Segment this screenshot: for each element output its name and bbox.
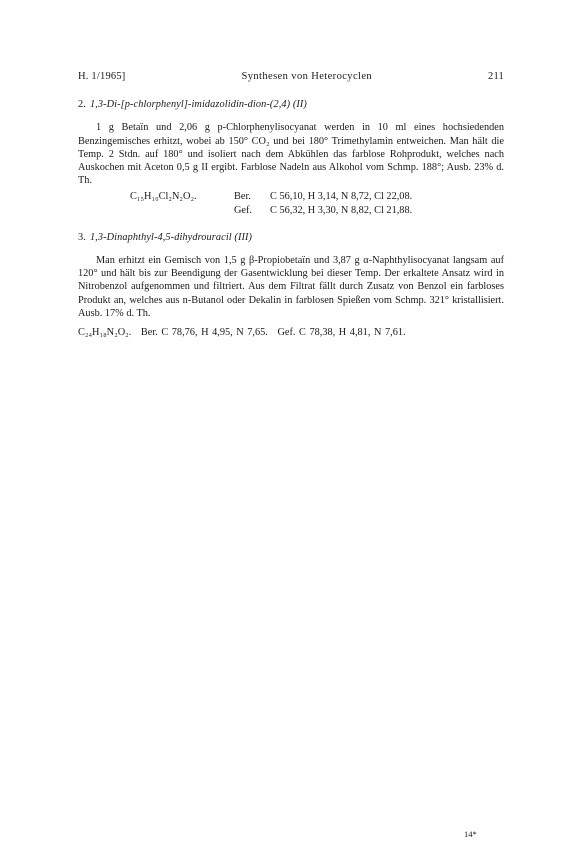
section-2-title: 1,3-Di-[p-chlorphenyl]-imidazolidin-dion-(2,4) (II)	[89, 99, 307, 111]
section-3-heading	[78, 231, 504, 244]
section-3-analysis	[78, 326, 504, 339]
section-2-analysis	[78, 190, 504, 216]
section-2-number: 2.	[78, 99, 86, 111]
section-2-body: 1 g Betaïn und 2,06 g p-Chlorphenylisocyanat werden in 10 ml eines hochsiedenden Benzingemisches erhitzt, wobei ab 150° CO₂ und bei 180° Trimethylamin entweichen. Man hält die Temp. 2 Stdn. auf 180° und isoliert nach dem Abkühlen das farblose Rohprodukt, welches nach Auskochen mit Aceton 0,5 g II ergibt. Farblose Nadeln aus Alkohol vom Schmp. 188°; Ausb. 23% d. Th.	[78, 122, 504, 187]
ber-values: Ber. C 78,76, H 4,95, N 7,65.	[140, 327, 268, 339]
molecular-formula: C₂₄H₁₈N₂O₂.	[78, 327, 132, 339]
signature-mark: 14*	[464, 829, 477, 839]
running-title: Synthesen von Heterocyclen	[241, 71, 373, 82]
page-number: 211	[488, 71, 504, 82]
section-2	[78, 98, 504, 217]
gef-values: C 56,32, H 3,30, N 8,82, Cl 21,88.	[270, 204, 413, 216]
section-2-heading	[78, 98, 504, 111]
journal-issue: H. 1/1965]	[78, 71, 126, 82]
analysis-found-row	[130, 204, 504, 217]
ber-label: Ber.	[234, 191, 251, 203]
section-3-body: Man erhitzt ein Gemisch von 1,5 g β-Propiobetaïn und 3,87 g α-Naphthylisocyanat langsam auf 120° und hält bis zur Beendigung der Gasentwicklung bei dieser Temp. Der erkaltete Ansatz wird in Nitrobenzol aufgenommen und filtriert. Aus dem Filtrat fällt durch Zusatz von Benzol ein farbloses Produkt an, welches aus n-Butanol oder Dekalin in farblosen Spießen vom Schmp. 321° kristallisiert. Ausb. 17% d. Th.	[78, 255, 504, 319]
running-head	[78, 70, 504, 83]
gef-values: Gef. C 78,38, H 4,81, N 7,61.	[277, 327, 406, 339]
ber-values: C 56,10, H 3,14, N 8,72, Cl 22,08.	[270, 191, 413, 203]
section-3-title: 1,3-Dinaphthyl-4,5-dihydrouracil (III)	[89, 231, 253, 243]
section-3	[78, 231, 504, 339]
gef-label: Gef.	[234, 204, 253, 216]
page-content	[78, 70, 504, 339]
analysis-calculated-row	[130, 190, 504, 203]
molecular-formula: C₁₅H₁₀Cl₂N₂O₂.	[130, 191, 197, 203]
section-3-number: 3.	[78, 231, 86, 243]
